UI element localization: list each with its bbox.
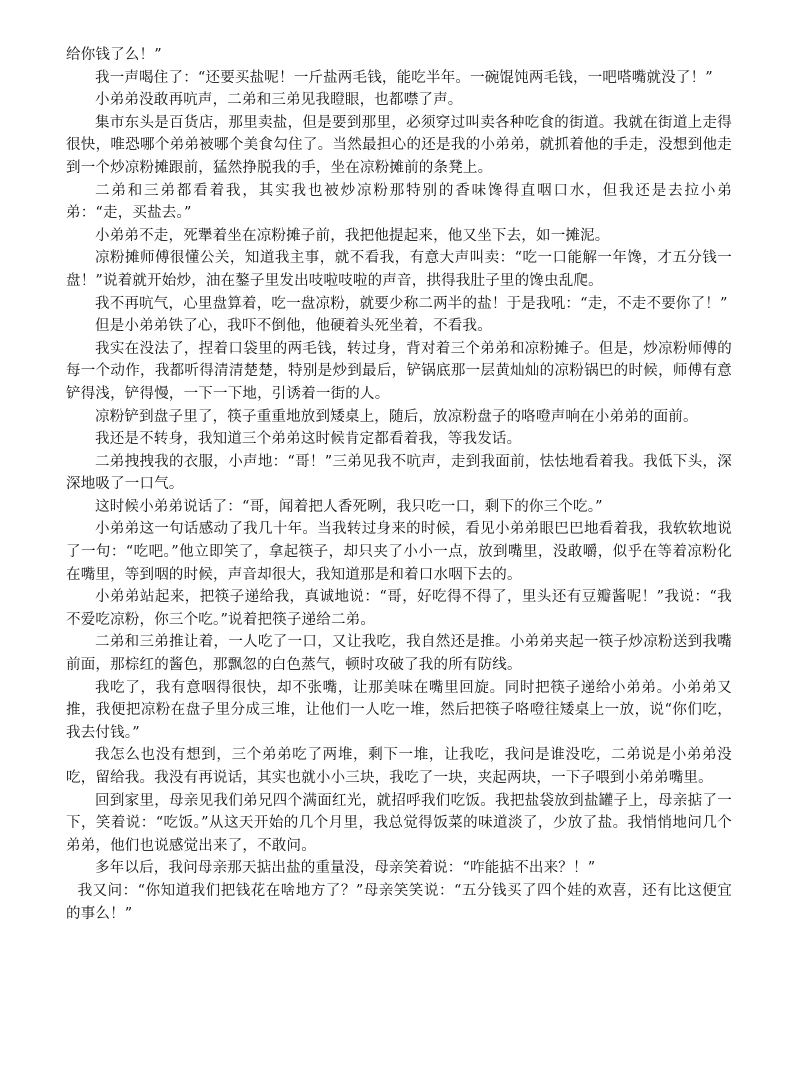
paragraph-final: 我又问：“你知道我们把钱花在啥地方了？”母亲笑笑说：“五分钱买了四个娃的欢喜，还有比这便宜的事么！” — [66, 882, 732, 922]
paragraph: 凉粉铲到盘子里了，筷子重重地放到矮桌上，随后，放凉粉盘子的咯噔声响在小弟弟的面前。 — [95, 408, 698, 425]
paragraph: 多年以后，我问母亲那天掂出盐的重量没，母亲笑着说：“咋能掂不出来？！” — [95, 860, 596, 877]
paragraph: 我还是不转身，我知道三个弟弟这时候肯定都看着我，等我发话。 — [95, 431, 522, 448]
paragraph: 回到家里，母亲见我们弟兄四个满面红光，就招呼我们吃饭。我把盐袋放到盐罐子上，母亲掂了一下，笑着说：“吃饭。”从这天开始的几个月里，我总觉得饭菜的味道淡了，少放了盐。我悄悄地问几个弟弟，他们也说感觉出来了，不敢问。 — [66, 792, 732, 854]
paragraph: 我实在没法了，捏着口袋里的两毛钱，转过身，背对着三个弟弟和凉粉摊子。但是，炒凉粉师傅的每一个动作，我都听得清清楚楚，特别是炒到最后，铲锅底那一层黄灿灿的凉粉锅巴的时候，师傅有意铲得浅，铲得慢，一下一下地，引诱着一街的人。 — [66, 340, 732, 402]
article-body — [66, 44, 732, 925]
paragraph: 小弟弟不走，死犟着坐在凉粉摊子前，我把他提起来，他又坐下去，如一摊泥。 — [95, 227, 610, 244]
paragraph: 二弟拽拽我的衣服，小声地：“哥！”三弟见我不吭声，走到我面前，怯怯地看着我。我低下头，深深地吸了一口气。 — [66, 453, 732, 493]
paragraph: 但是小弟弟铁了心，我吓不倒他，他硬着头死坐着，不看我。 — [95, 318, 492, 335]
paragraph: 这时候小弟弟说话了：“哥，闻着把人香死咧，我只吃一口，剩下的你三个吃。” — [95, 498, 603, 515]
paragraph: 我怎么也没有想到，三个弟弟吃了两堆，剩下一堆，让我吃，我问是谁没吃，二弟说是小弟弟没吃，留给我。我没有再说话，其实也就小小三块，我吃了一块，夹起两块，一下子喂到小弟弟嘴里。 — [66, 747, 732, 786]
paragraph: 我不再吭气，心里盘算着，吃一盘凉粉，就要少称二两半的盐！于是我吼：“走，不走不要你了！” — [95, 295, 728, 312]
paragraph: 小弟弟这一句话感动了我几十年。当我转过身来的时候，看见小弟弟眼巴巴地看着我，我软软地说了一句：“吃吧。”他立即笑了，拿起筷子，却只夹了小小一点，放到嘴里，没敢嚼，似乎在等着凉粉化在嘴里，等到咽的时候，声音却很大，我知道那是和着口水咽下去的。 — [66, 521, 732, 583]
paragraph: 小弟弟没敢再吭声，二弟和三弟见我瞪眼，也都噤了声。 — [95, 92, 463, 109]
paragraph: 我吃了，我有意咽得很快，却不张嘴，让那美味在嘴里回旋。同时把筷子递给小弟弟。小弟弟又推，我便把凉粉在盘子里分成三堆，让他们一人吃一堆，然后把筷子咯噔往矮桌上一放，说“你们吃，我去付钱。” — [66, 679, 732, 741]
paragraph: 二弟和三弟推让着，一人吃了一口，又让我吃，我自然还是推。小弟弟夹起一筷子炒凉粉送到我嘴前面，那棕红的酱色，那飘忽的白色蒸气，顿时攻破了我的所有防线。 — [66, 634, 732, 674]
paragraph: 集市东头是百货店，那里卖盐，但是要到那里，必须穿过叫卖各种吃食的街道。我就在街道上走得很快，唯恐哪个弟弟被哪个美食勾住了。当然最担心的还是我的小弟弟，就抓着他的手走，没想到他走到一个炒凉粉摊跟前，猛然挣脱我的手，坐在凉粉摊前的条凳上。 — [66, 114, 732, 176]
paragraph: 我一声喝住了：“还要买盐呢！一斤盐两毛钱，能吃半年。一碗馄饨两毛钱，一吧嗒嘴就没了！” — [95, 69, 713, 86]
paragraph: 小弟弟站起来，把筷子递给我，真诚地说：“哥，好吃得不得了，里头还有豆瓣酱呢！”我说：“我不爱吃凉粉，你三个吃。”说着把筷子递给二弟。 — [66, 589, 732, 628]
paragraph: 二弟和三弟都看着我，其实我也被炒凉粉那特别的香味馋得直咽口水，但我还是去拉小弟弟：“走，买盐去。” — [66, 182, 732, 222]
paragraph: 凉粉摊师傅很懂公关，知道我主事，就不看我，有意大声叫卖：“吃一口能解一年馋，才五分钱一盘！”说着就开始炒，油在鏊子里发出吱啦吱啦的声音，拱得我肚子里的馋虫乱爬。 — [66, 250, 732, 289]
paragraph-continuation: 给你钱了么！” — [66, 47, 162, 63]
